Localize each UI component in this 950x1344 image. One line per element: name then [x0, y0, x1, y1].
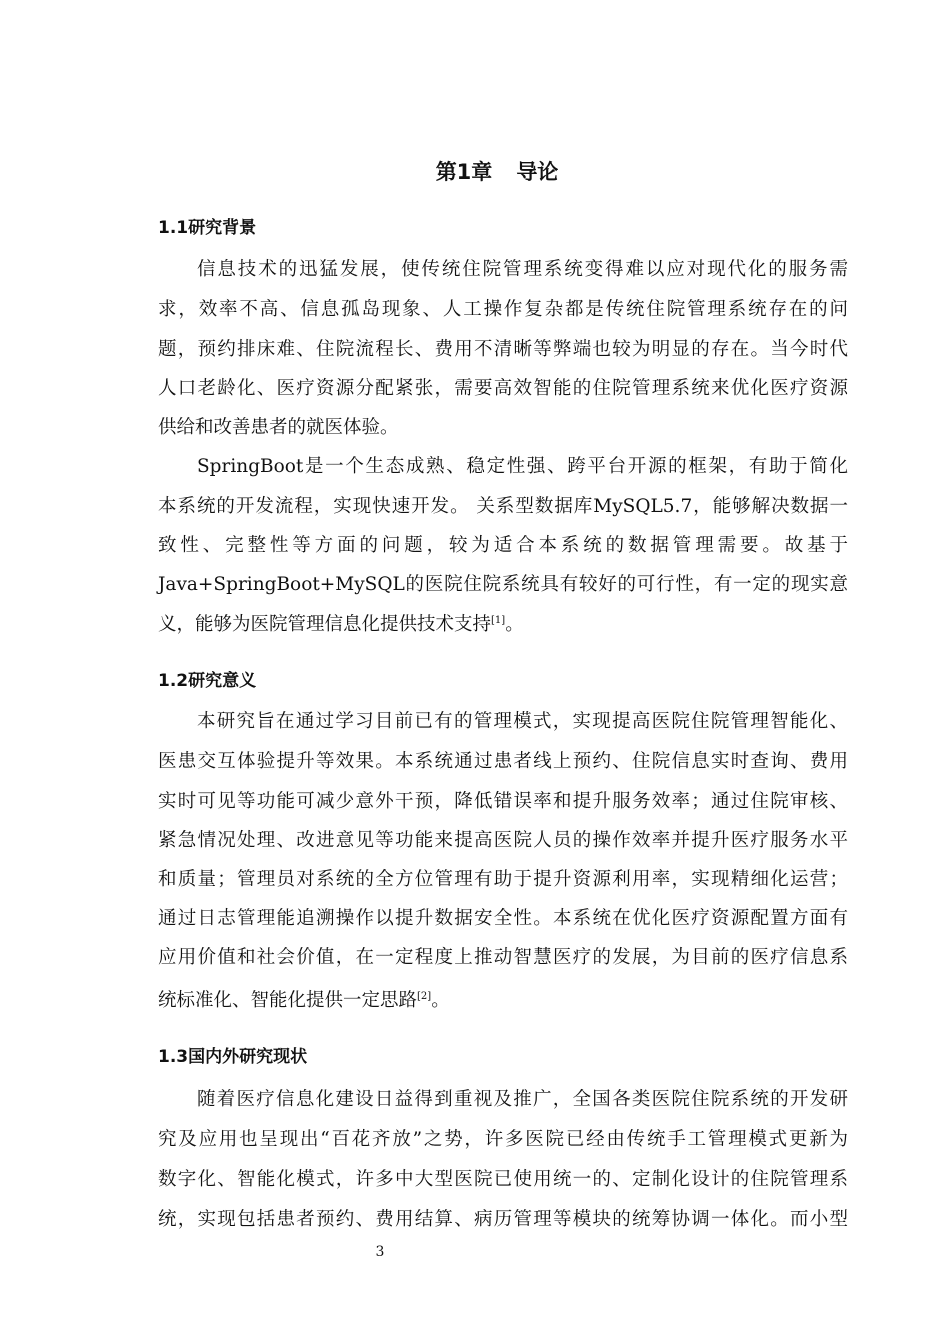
section-heading: 1.3国内外研究现状: [158, 1047, 308, 1067]
section-heading: 1.2研究意义: [158, 671, 257, 691]
paragraph-line: [158, 829, 848, 853]
paragraph-line: [158, 868, 848, 892]
paragraph-line: [197, 710, 848, 734]
paragraph-line: [158, 416, 848, 440]
line-text: 致性、完整性等方面的问题，较为适合本系统的数据管理需要。故基于: [158, 535, 848, 556]
line-text: 本系统的开发流程，实现快速开发。 关系型数据库MySQL5.7，能够解决数据一: [158, 496, 848, 517]
paragraph-line: [197, 1088, 848, 1112]
paragraph-line: [158, 573, 848, 597]
line-text: 医患交互体验提升等效果。本系统通过患者线上预约、住院信息实时查询、费用: [158, 751, 848, 772]
sentence-end: 。: [431, 990, 450, 1011]
citation-reference: [2]: [417, 991, 432, 1002]
line-text: 题，预约排床难、住院流程长、费用不清晰等弊端也较为明显的存在。当今时代: [158, 339, 848, 360]
paragraph-line: [158, 298, 848, 322]
paragraph-line: [158, 1128, 848, 1152]
chapter-title: [0, 156, 950, 186]
chapter-name: 导论: [516, 160, 559, 184]
paragraph-line: [158, 907, 848, 931]
paragraph-line: [158, 609, 848, 637]
paragraph-line: [158, 495, 848, 519]
chapter-number: 第1章: [435, 160, 493, 184]
line-text: 统，实现包括患者预约、费用结算、病历管理等模块的统筹协调一体化。而小型: [158, 1209, 848, 1230]
line-text: Java+SpringBoot+MySQL的医院住院系统具有较好的可行性，有一定的现实意: [158, 574, 848, 595]
line-text: 紧急情况处理、改进意见等功能来提高医院人员的操作效率并提升医疗服务水平: [158, 830, 848, 851]
paragraph-line: [158, 1208, 848, 1232]
line-text: SpringBoot是一个生态成熟、稳定性强、跨平台开源的框架，有助于简化: [197, 456, 848, 477]
paragraph-line: [158, 377, 848, 401]
paragraph-line: [158, 338, 848, 362]
line-text: 数字化、智能化模式，许多中大型医院已使用统一的、定制化设计的住院管理系: [158, 1169, 848, 1190]
line-text: 和质量；管理员对系统的全方位管理有助于提升资源利用率，实现精细化运营；: [158, 869, 848, 890]
line-text: 究及应用也呈现出“百花齐放”之势，许多医院已经由传统手工管理模式更新为: [158, 1129, 848, 1150]
paragraph-line: [158, 534, 848, 558]
paragraph-line: [158, 985, 848, 1013]
paragraph-line: [158, 946, 848, 970]
paragraph-line: [158, 790, 848, 814]
line-text: 应用价值和社会价值，在一定程度上推动智慧医疗的发展，为目前的医疗信息系: [158, 947, 848, 968]
line-text: 通过日志管理能追溯操作以提升数据安全性。本系统在优化医疗资源配置方面有: [158, 908, 848, 929]
sentence-end: 。: [505, 614, 524, 635]
line-text: 求，效率不高、信息孤岛现象、人工操作复杂都是传统住院管理系统存在的问: [158, 299, 848, 320]
line-text: 义，能够为医院管理信息化提供技术支持: [158, 614, 492, 635]
line-text: 本研究旨在通过学习目前已有的管理模式，实现提高医院住院管理智能化、: [197, 711, 848, 732]
paragraph-line: [158, 750, 848, 774]
paragraph-line: [197, 455, 848, 479]
line-text: 人口老龄化、医疗资源分配紧张，需要高效智能的住院管理系统来优化医疗资源: [158, 378, 848, 399]
paragraph-line: [197, 258, 848, 282]
citation-reference: [1]: [491, 615, 506, 626]
paragraph-line: [158, 1168, 848, 1192]
page-number: 3: [375, 1244, 385, 1260]
line-text: 供给和改善患者的就医体验。: [158, 417, 399, 438]
section-heading: 1.1研究背景: [158, 218, 257, 238]
line-text: 实时可见等功能可减少意外干预，降低错误率和提升服务效率；通过住院审核、: [158, 791, 848, 812]
line-text: 随着医疗信息化建设日益得到重视及推广，全国各类医院住院系统的开发研: [197, 1089, 848, 1110]
line-text: 统标准化、智能化提供一定思路: [158, 990, 418, 1011]
line-text: 信息技术的迅猛发展，使传统住院管理系统变得难以应对现代化的服务需: [197, 259, 848, 280]
